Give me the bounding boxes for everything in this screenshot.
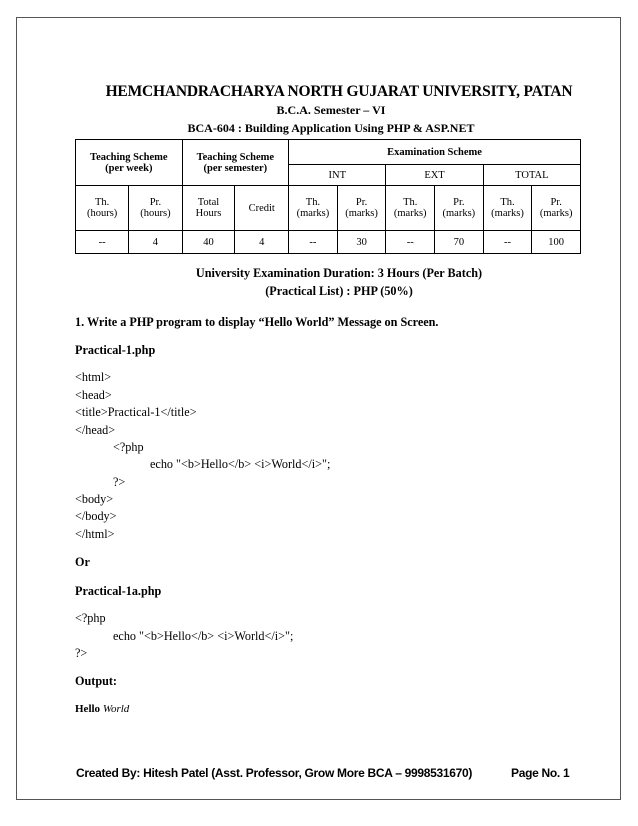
code-line: echo "<b>Hello</b> <i>World</i>"; [150, 457, 331, 471]
code-line: <?php [75, 611, 106, 625]
subheader-cell: Th. (marks) [483, 186, 532, 231]
code-line: ?> [75, 646, 88, 660]
group-int: INT [289, 165, 386, 186]
footer-credit: Created By: Hitesh Patel (Asst. Professor, Grow More BCA – 9998531670) [76, 766, 473, 780]
subheader-cell: Credit [235, 186, 289, 231]
code-line: </head> [75, 423, 116, 437]
subheader-cell: Pr. (marks) [532, 186, 581, 231]
footer-page-number: Page No. 1 [511, 766, 570, 780]
teaching-week-header: Teaching Scheme (per week) [76, 140, 183, 186]
subheader-cell: Th. (marks) [386, 186, 435, 231]
value-cell: 70 [435, 231, 484, 254]
value-cell: 100 [532, 231, 581, 254]
value-cell: 40 [182, 231, 235, 254]
teaching-semester-header: Teaching Scheme (per semester) [182, 140, 289, 186]
filename-practical-1: Practical-1.php [75, 343, 156, 357]
values-row [76, 231, 581, 254]
code-line: </html> [75, 527, 115, 541]
practical-list-label: (Practical List) : PHP (50%) [265, 284, 413, 298]
or-label: Or [75, 555, 90, 569]
output-italic-text: World [102, 703, 130, 715]
value-cell: 4 [129, 231, 182, 254]
value-cell: -- [483, 231, 532, 254]
subheader-cell: Pr. (hours) [129, 186, 182, 231]
filename-practical-1a: Practical-1a.php [75, 584, 162, 598]
code-line: echo "<b>Hello</b> <i>World</i>"; [113, 629, 294, 643]
subheader-cell: Total Hours [182, 186, 235, 231]
value-cell: 30 [337, 231, 386, 254]
output-result [75, 703, 129, 715]
university-title: HEMCHANDRACHARYA NORTH GUJARAT UNIVERSITY, PATAN [105, 83, 573, 100]
subheader-cell: Th. (hours) [76, 186, 129, 231]
code-line: </body> [75, 509, 117, 523]
subheader-cell: Th. (marks) [289, 186, 338, 231]
code-line: <html> [75, 370, 112, 384]
code-line: <head> [75, 388, 112, 402]
group-total: TOTAL [483, 165, 580, 186]
value-cell: -- [289, 231, 338, 254]
question-heading: 1. Write a PHP program to display “Hello World” Message on Screen. [75, 315, 439, 329]
code-line: ?> [113, 475, 126, 489]
code-line: <?php [113, 440, 144, 454]
output-bold-text: Hello [75, 703, 101, 715]
output-label: Output: [75, 674, 117, 688]
code-line: <title>Practical-1</title> [75, 405, 197, 419]
group-ext: EXT [386, 165, 483, 186]
subject-line: BCA-604 : Building Application Using PHP & ASP.NET [187, 121, 475, 135]
value-cell: 4 [235, 231, 289, 254]
scheme-table [75, 139, 581, 254]
code-line: <body> [75, 492, 114, 506]
exam-duration: University Examination Duration: 3 Hours (Per Batch) [195, 266, 483, 280]
subheader-cell: Pr. (marks) [435, 186, 484, 231]
value-cell: -- [76, 231, 129, 254]
subheader-cell: Pr. (marks) [337, 186, 386, 231]
subheader-row [76, 186, 581, 231]
value-cell: -- [386, 231, 435, 254]
exam-scheme-header: Examination Scheme [289, 140, 581, 165]
semester-line: B.C.A. Semester – VI [276, 103, 386, 117]
